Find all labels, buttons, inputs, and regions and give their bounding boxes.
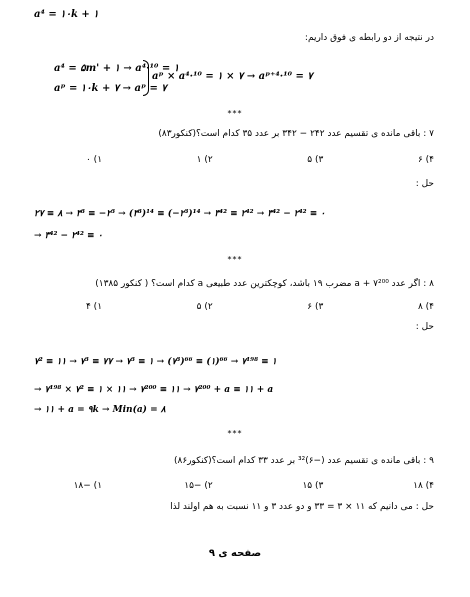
q8-solution-label: حل : bbox=[415, 322, 434, 332]
q8-work-line-2: → ۷¹⁹⁸ × ۷² ≡ ۱ × ۱۱ → ۷²⁰⁰ ≡ ۱۱ → ۷²⁰⁰ + a ≡ ۱۱ + a bbox=[34, 385, 274, 395]
q7-option-3: ۳) ۵ bbox=[307, 155, 324, 165]
q7-option-2: ۲) ۱ bbox=[196, 155, 213, 165]
page-footer: صفحه ی ۹ bbox=[208, 548, 262, 559]
q9-options bbox=[42, 481, 434, 491]
q9-option-1: ۱) −۱۸ bbox=[73, 481, 103, 491]
q7-solution-label: حل : bbox=[415, 179, 434, 189]
top-formula: a⁴ = ۱۰k + ۱ bbox=[34, 9, 99, 20]
q8-option-1: ۱) ۴ bbox=[85, 302, 103, 312]
q7-options bbox=[42, 155, 434, 165]
q8-option-2: ۲) ۵ bbox=[196, 302, 213, 312]
q7-option-1: ۱) ۰ bbox=[85, 155, 103, 165]
q9-question: ۹ : باقی مانده ی تقسیم عدد (−۶)³² بر عدد ۳۳ کدام است؟(کنکور۸۶) bbox=[174, 456, 434, 466]
q9-option-4: ۴) ۱۸ bbox=[413, 481, 434, 491]
q8-work-line-3: → ۱۱ + a = ۹k → Min(a) = ۸ bbox=[34, 405, 166, 415]
q8-question: ۸ : اگر عدد a + ۷²⁰⁰ مضرب ۱۹ باشد، کوچکترین عدد طبیعی a کدام است؟ ( کنکور ۱۳۸۵) bbox=[95, 279, 434, 289]
q7-question: ۷ : باقی مانده ی تقسیم عدد ۲۴۲ − ۳۴۲ بر عدد ۳۵ کدام است؟(کنکور۸۳) bbox=[158, 129, 434, 139]
system-line-2: aᵖ = ۱۰k + ۷ → aᵖ = ۷ bbox=[54, 83, 167, 94]
q8-work-line-1: ۷² ≡ ۱۱ → ۷³ ≡ ۷۷ → ۷³ ≡ ۱ → (۷³)⁶⁶ ≡ (۱)⁶⁶ → ۷¹⁹⁸ ≡ ۱ bbox=[34, 357, 277, 367]
separator-1: *** bbox=[227, 109, 243, 118]
q7-option-4: ۴) ۶ bbox=[417, 155, 434, 165]
q9-solution-text: حل : می دانیم که ۱۱ × ۳ = ۳۳ و دو عدد ۳ و ۱۱ نسبت به هم اولند لذا bbox=[170, 502, 434, 512]
q8-options bbox=[42, 302, 434, 312]
system-brace bbox=[143, 60, 149, 96]
system-result: aᵖ × a⁴·¹⁰ = ۱ × ۷ → aᵖ⁺⁴·¹⁰ = ۷ bbox=[152, 71, 313, 82]
q8-option-4: ۴) ۸ bbox=[417, 302, 434, 312]
q8-option-3: ۳) ۶ bbox=[307, 302, 324, 312]
q7-work-line-2: → ۳⁴² − ۲⁴² ≡ ۰ bbox=[34, 231, 103, 241]
q7-work-line-1: ۲۷ ≡ ۸ → ۳³ ≡ −۲³ → (۳³)¹⁴ ≡ (−۲³)¹⁴ → ۳⁴² ≡ ۲⁴² → ۳⁴² − ۲⁴² ≡ ۰ bbox=[34, 209, 326, 219]
system-line-1: a⁴ = ۵m' + ۱ → a⁴·¹⁰ = ۱ bbox=[54, 63, 180, 74]
separator-3: *** bbox=[227, 429, 243, 438]
intro-text: در نتیجه از دو رابطه ی فوق داریم: bbox=[304, 33, 434, 43]
separator-2: *** bbox=[227, 255, 243, 264]
q9-option-3: ۳) ۱۵ bbox=[302, 481, 324, 491]
q9-option-2: ۲) −۱۵ bbox=[184, 481, 213, 491]
